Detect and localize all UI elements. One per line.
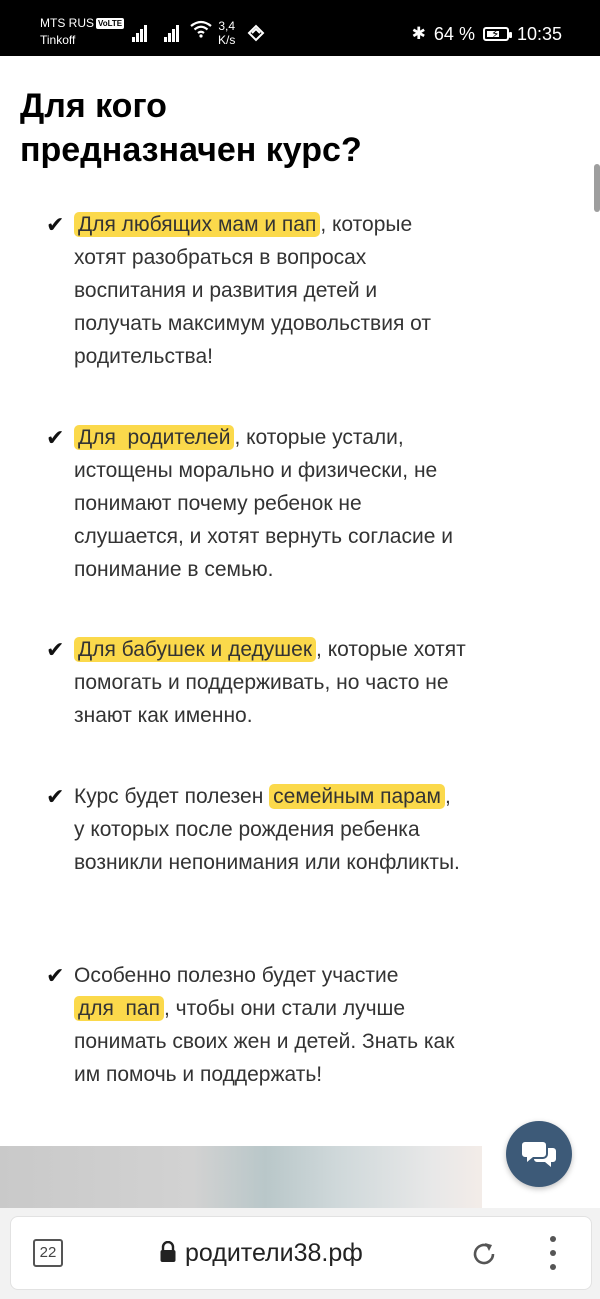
list-item: [46, 780, 466, 879]
list-item: [46, 421, 466, 586]
title-line-2: предназначен курс?: [20, 131, 362, 169]
address-bar[interactable]: [10, 1216, 592, 1290]
highlighted-text: Для бабушек и дедушек: [74, 637, 316, 662]
item-text: , чтобы они стали лучше понимать своих жен и детей. Знать как им помочь и поддержать!: [74, 997, 455, 1086]
list-item: [46, 208, 466, 373]
checkmark-icon: ✔: [46, 425, 65, 450]
carrier-info: [40, 15, 124, 49]
reload-icon[interactable]: [469, 1239, 499, 1269]
lock-icon: [159, 1241, 177, 1263]
scrollbar-thumb[interactable]: [594, 164, 600, 212]
signal-icon-2: [164, 22, 180, 42]
more-menu-icon[interactable]: [543, 1235, 563, 1271]
bluetooth-icon: ✱: [411, 24, 426, 43]
checkmark-icon: ✔: [46, 212, 65, 237]
signal-icon: [132, 22, 148, 42]
speed-value: 3,4: [218, 19, 236, 33]
checkmark-icon: ✔: [46, 963, 65, 988]
chat-button[interactable]: [506, 1121, 572, 1187]
item-pre-text: Особенно полезно будет участие: [74, 964, 399, 987]
item-text: , которые устали, истощены морально и физически, не понимают почему ребенок не слушается, и хотят вернуть согласие и понимание в семью.: [74, 426, 453, 581]
highlighted-text: семейным парам: [269, 784, 445, 809]
item-text: , у которых после рождения ребенка возникли непонимания или конфликты.: [74, 785, 460, 874]
highlighted-text: для пап: [74, 996, 164, 1021]
speed-unit: K/s: [218, 33, 236, 47]
checkmark-icon: ✔: [46, 784, 65, 809]
tab-switcher-button[interactable]: 22: [33, 1239, 63, 1267]
status-bar: [0, 0, 600, 56]
url-text[interactable]: родители38.рф: [185, 1239, 363, 1267]
network-speed: [218, 19, 235, 47]
highlighted-text: Для родителей: [74, 425, 234, 450]
status-right: [412, 22, 562, 46]
battery-percent: 64 %: [433, 24, 475, 44]
battery-icon: ⚡: [483, 27, 509, 41]
chat-icon: [521, 1139, 557, 1169]
item-text: , которые хотят помогать и поддерживать, но часто не знают как именно.: [74, 638, 466, 727]
clock: 10:35: [516, 24, 562, 44]
title-line-1: Для кого: [20, 87, 167, 125]
carrier-name: MTS RUS: [40, 16, 94, 30]
page-image: [0, 1146, 482, 1208]
checkmark-icon: ✔: [46, 637, 65, 662]
list-item: [46, 633, 466, 732]
app-notification-icon: [246, 22, 266, 42]
highlighted-text: Для любящих мам и пап: [74, 212, 320, 237]
item-pre-text: Курс будет полезен: [74, 785, 270, 808]
list-item: [46, 959, 466, 1091]
volte-badge: VoLTE: [98, 19, 123, 28]
browser-toolbar: [0, 1208, 600, 1299]
item-text: , которые хотят разобраться в вопросах воспитания и развития детей и получать максимум удовольствия от родительства!: [74, 213, 431, 368]
wifi-icon: [190, 20, 212, 38]
page-title: [20, 84, 440, 172]
carrier-secondary: Tinkoff: [40, 33, 76, 47]
